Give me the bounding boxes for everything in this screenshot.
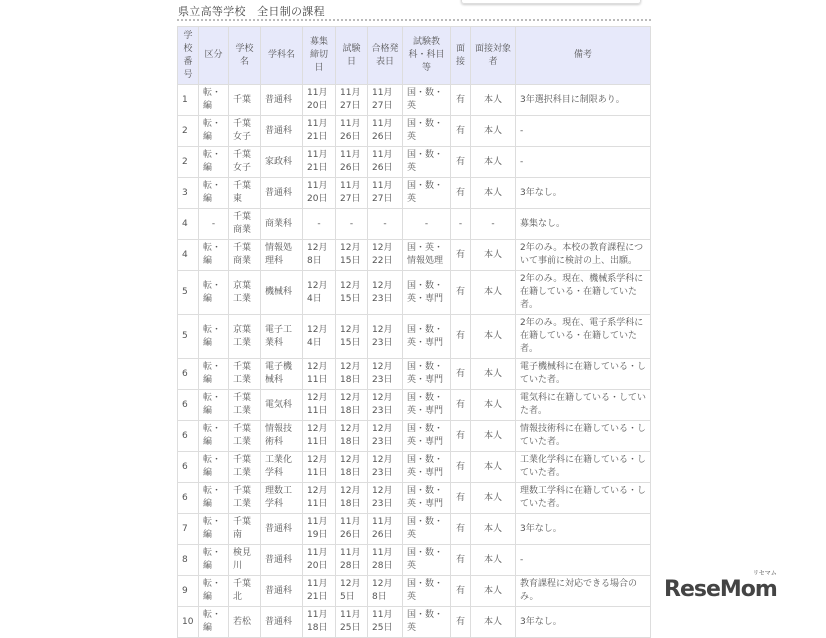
table-cell: 本人 bbox=[471, 421, 516, 452]
table-cell: 6 bbox=[178, 452, 199, 483]
table-cell: 転・編 bbox=[199, 147, 229, 178]
table-cell: 11月21日 bbox=[303, 116, 336, 147]
table-cell: 本人 bbox=[471, 576, 516, 607]
table-cell: 12月8日 bbox=[303, 240, 336, 271]
table-cell: 12月23日 bbox=[368, 271, 403, 315]
table-cell: 2年のみ。現在、機械系学科に在籍している・在籍していた者。 bbox=[516, 271, 651, 315]
column-header: 学校番号 bbox=[178, 27, 199, 85]
table-cell: 国・数・英・専門 bbox=[403, 271, 451, 315]
table-row bbox=[178, 607, 651, 638]
table-cell: 転・編 bbox=[199, 271, 229, 315]
table-cell: 12月15日 bbox=[336, 240, 368, 271]
table-row bbox=[178, 116, 651, 147]
table-cell: 千葉女子 bbox=[229, 116, 261, 147]
dotted-divider bbox=[177, 19, 651, 21]
table-cell: 12月11日 bbox=[303, 421, 336, 452]
table-header-row bbox=[178, 27, 651, 85]
table-row bbox=[178, 85, 651, 116]
table-cell: 11月28日 bbox=[368, 545, 403, 576]
table-cell: 普通科 bbox=[261, 607, 303, 638]
table-cell: 11月26日 bbox=[336, 116, 368, 147]
column-header: 面接 bbox=[451, 27, 471, 85]
table-cell: 11月25日 bbox=[368, 607, 403, 638]
table-cell: 国・数・英・専門 bbox=[403, 483, 451, 514]
table-cell: 12月11日 bbox=[303, 483, 336, 514]
table-cell: 12月18日 bbox=[336, 359, 368, 390]
table-cell: 検見川 bbox=[229, 545, 261, 576]
table-cell: 本人 bbox=[471, 240, 516, 271]
table-cell: 千葉工業 bbox=[229, 452, 261, 483]
table-cell: 千葉 bbox=[229, 85, 261, 116]
table-cell: 千葉北 bbox=[229, 576, 261, 607]
table-cell: 有 bbox=[451, 116, 471, 147]
table-cell: 12月18日 bbox=[336, 390, 368, 421]
search-box[interactable] bbox=[461, 0, 641, 4]
table-cell: 情報処理科 bbox=[261, 240, 303, 271]
table-cell: 千葉工業 bbox=[229, 483, 261, 514]
watermark-text: ReseMom bbox=[664, 577, 777, 602]
table-cell: 12月11日 bbox=[303, 452, 336, 483]
table-cell: 2年のみ。本校の教育課程について事前に検討の上、出願。 bbox=[516, 240, 651, 271]
table-cell: 本人 bbox=[471, 178, 516, 209]
table-cell: 5 bbox=[178, 271, 199, 315]
table-row bbox=[178, 545, 651, 576]
table-cell: 本人 bbox=[471, 514, 516, 545]
table-cell: 11月26日 bbox=[336, 147, 368, 178]
table-cell: 千葉商業 bbox=[229, 240, 261, 271]
table-row bbox=[178, 421, 651, 452]
table-cell: 情報技術科 bbox=[261, 421, 303, 452]
table-cell: 2 bbox=[178, 147, 199, 178]
table-cell: 11月20日 bbox=[303, 178, 336, 209]
table-cell: 京葉工業 bbox=[229, 271, 261, 315]
table-cell: 8 bbox=[178, 545, 199, 576]
table-cell: 11月20日 bbox=[303, 545, 336, 576]
table-cell: 11月26日 bbox=[368, 116, 403, 147]
table-cell: 3年なし。 bbox=[516, 607, 651, 638]
table-cell: 有 bbox=[451, 390, 471, 421]
table-cell: 本人 bbox=[471, 483, 516, 514]
table-cell: 3年なし。 bbox=[516, 178, 651, 209]
table-cell: 6 bbox=[178, 421, 199, 452]
table-cell: 11月21日 bbox=[303, 147, 336, 178]
table-row bbox=[178, 271, 651, 315]
transfer-exam-table bbox=[177, 26, 651, 638]
table-cell: 11月27日 bbox=[368, 85, 403, 116]
table-cell: 国・数・英 bbox=[403, 545, 451, 576]
table-cell: 転・編 bbox=[199, 390, 229, 421]
table-cell: 有 bbox=[451, 359, 471, 390]
table-cell: 理数工学科に在籍している・していた者。 bbox=[516, 483, 651, 514]
table-cell: 国・数・英 bbox=[403, 116, 451, 147]
table-cell: - bbox=[199, 209, 229, 240]
table-cell: 転・編 bbox=[199, 576, 229, 607]
table-cell: 11月27日 bbox=[336, 178, 368, 209]
table-cell: 本人 bbox=[471, 359, 516, 390]
column-header: 募集締切日 bbox=[303, 27, 336, 85]
table-cell: 11月28日 bbox=[336, 545, 368, 576]
table-cell: 国・数・英・専門 bbox=[403, 359, 451, 390]
table-cell: 12月11日 bbox=[303, 390, 336, 421]
table-cell: 千葉工業 bbox=[229, 359, 261, 390]
table-cell: 7 bbox=[178, 514, 199, 545]
watermark-ruby: リセマム bbox=[752, 570, 777, 577]
table-cell: 国・数・英 bbox=[403, 607, 451, 638]
table-row bbox=[178, 514, 651, 545]
table-row bbox=[178, 315, 651, 359]
table-cell: 国・数・英・専門 bbox=[403, 452, 451, 483]
table-cell: 3 bbox=[178, 178, 199, 209]
table-cell: 転・編 bbox=[199, 240, 229, 271]
table-cell: 普通科 bbox=[261, 116, 303, 147]
table-cell: 11月25日 bbox=[336, 607, 368, 638]
table-row bbox=[178, 359, 651, 390]
table-cell: 国・数・英 bbox=[403, 178, 451, 209]
table-cell: 機械科 bbox=[261, 271, 303, 315]
table-cell: 11月26日 bbox=[368, 147, 403, 178]
table-row bbox=[178, 147, 651, 178]
table-cell: 12月23日 bbox=[368, 315, 403, 359]
table-cell: 2年のみ。現在、電子系学科に在籍している・在籍していた者。 bbox=[516, 315, 651, 359]
table-cell: - bbox=[451, 209, 471, 240]
table-cell: 本人 bbox=[471, 452, 516, 483]
table-cell: 転・編 bbox=[199, 116, 229, 147]
table-cell: 国・数・英・専門 bbox=[403, 421, 451, 452]
table-cell: 12月22日 bbox=[368, 240, 403, 271]
table-cell: 工業化学科 bbox=[261, 452, 303, 483]
table-cell: 12月23日 bbox=[368, 359, 403, 390]
table-cell: 9 bbox=[178, 576, 199, 607]
column-header: 学校名 bbox=[229, 27, 261, 85]
table-cell: 12月5日 bbox=[336, 576, 368, 607]
table-cell: 普通科 bbox=[261, 178, 303, 209]
table-row bbox=[178, 576, 651, 607]
table-cell: 3年なし。 bbox=[516, 514, 651, 545]
table-cell: 12月4日 bbox=[303, 271, 336, 315]
table-cell: 電子機械科 bbox=[261, 359, 303, 390]
table-row bbox=[178, 240, 651, 271]
table-cell: 国・数・英・専門 bbox=[403, 315, 451, 359]
table-cell: 転・編 bbox=[199, 483, 229, 514]
table-cell: 12月18日 bbox=[336, 483, 368, 514]
table-cell: 千葉工業 bbox=[229, 421, 261, 452]
table-cell: 11月18日 bbox=[303, 607, 336, 638]
table-cell: 情報技術科に在籍している・していた者。 bbox=[516, 421, 651, 452]
table-cell: 11月20日 bbox=[303, 85, 336, 116]
table-cell: - bbox=[516, 147, 651, 178]
table-cell: 転・編 bbox=[199, 607, 229, 638]
table-cell: 3年選択科目に制限あり。 bbox=[516, 85, 651, 116]
table-cell: - bbox=[336, 209, 368, 240]
table-cell: 本人 bbox=[471, 116, 516, 147]
table-cell: 本人 bbox=[471, 607, 516, 638]
table-cell: 4 bbox=[178, 240, 199, 271]
table-row bbox=[178, 390, 651, 421]
table-cell: 転・編 bbox=[199, 85, 229, 116]
table-cell: 有 bbox=[451, 452, 471, 483]
table-cell: 募集なし。 bbox=[516, 209, 651, 240]
table-cell: - bbox=[516, 545, 651, 576]
table-row bbox=[178, 452, 651, 483]
table-cell: 本人 bbox=[471, 390, 516, 421]
table-cell: 12月23日 bbox=[368, 421, 403, 452]
table-cell: 国・数・英 bbox=[403, 85, 451, 116]
table-cell: 有 bbox=[451, 607, 471, 638]
table-cell: 4 bbox=[178, 209, 199, 240]
table-cell: 転・編 bbox=[199, 421, 229, 452]
table-cell: 電子機械科に在籍している・していた者。 bbox=[516, 359, 651, 390]
table-cell: 12月18日 bbox=[336, 452, 368, 483]
table-cell: 転・編 bbox=[199, 315, 229, 359]
table-cell: - bbox=[471, 209, 516, 240]
table-cell: 商業科 bbox=[261, 209, 303, 240]
column-header: 区分 bbox=[199, 27, 229, 85]
table-cell: 2 bbox=[178, 116, 199, 147]
table-cell: 11月19日 bbox=[303, 514, 336, 545]
table-cell: 1 bbox=[178, 85, 199, 116]
table-row bbox=[178, 209, 651, 240]
table-cell: 千葉商業 bbox=[229, 209, 261, 240]
column-header: 面接対象者 bbox=[471, 27, 516, 85]
table-cell: 有 bbox=[451, 147, 471, 178]
table-cell: 国・数・英 bbox=[403, 576, 451, 607]
table-cell: - bbox=[516, 116, 651, 147]
table-cell: 有 bbox=[451, 85, 471, 116]
table-cell: 京葉工業 bbox=[229, 315, 261, 359]
table-cell: 6 bbox=[178, 390, 199, 421]
table-cell: 12月18日 bbox=[336, 421, 368, 452]
resemom-watermark-logo bbox=[664, 570, 777, 603]
table-cell: 本人 bbox=[471, 315, 516, 359]
table-cell: 本人 bbox=[471, 147, 516, 178]
table-cell: 電気科 bbox=[261, 390, 303, 421]
table-cell: 5 bbox=[178, 315, 199, 359]
table-cell: 普通科 bbox=[261, 85, 303, 116]
column-header: 合格発表日 bbox=[368, 27, 403, 85]
table-cell: 国・数・英 bbox=[403, 147, 451, 178]
table-cell: 12月15日 bbox=[336, 315, 368, 359]
table-cell: 家政科 bbox=[261, 147, 303, 178]
table-cell: 12月4日 bbox=[303, 315, 336, 359]
table-cell: 12月23日 bbox=[368, 452, 403, 483]
table-cell: 6 bbox=[178, 483, 199, 514]
table-cell: - bbox=[403, 209, 451, 240]
table-cell: 11月27日 bbox=[368, 178, 403, 209]
table-cell: 有 bbox=[451, 240, 471, 271]
table-cell: 転・編 bbox=[199, 178, 229, 209]
table-cell: 教育課程に対応できる場合のみ。 bbox=[516, 576, 651, 607]
table-cell: 11月21日 bbox=[303, 576, 336, 607]
table-cell: 転・編 bbox=[199, 452, 229, 483]
table-cell: 12月23日 bbox=[368, 483, 403, 514]
table-cell: 工業化学科に在籍している・していた者。 bbox=[516, 452, 651, 483]
table-cell: - bbox=[303, 209, 336, 240]
table-cell: 11月27日 bbox=[336, 85, 368, 116]
table-cell: 国・英・情報処理 bbox=[403, 240, 451, 271]
table-cell: 転・編 bbox=[199, 514, 229, 545]
table-cell: 電気科に在籍している・していた者。 bbox=[516, 390, 651, 421]
table-cell: 本人 bbox=[471, 545, 516, 576]
table-cell: 国・数・英 bbox=[403, 514, 451, 545]
table-cell: 本人 bbox=[471, 85, 516, 116]
table-cell: 有 bbox=[451, 178, 471, 209]
table-cell: 千葉工業 bbox=[229, 390, 261, 421]
table-cell: 有 bbox=[451, 271, 471, 315]
table-cell: 転・編 bbox=[199, 359, 229, 390]
table-cell: 千葉南 bbox=[229, 514, 261, 545]
table-cell: 理数工学科 bbox=[261, 483, 303, 514]
table-cell: 普通科 bbox=[261, 514, 303, 545]
table-cell: 国・数・英・専門 bbox=[403, 390, 451, 421]
table-cell: 有 bbox=[451, 483, 471, 514]
table-row bbox=[178, 483, 651, 514]
table-cell: 6 bbox=[178, 359, 199, 390]
column-header: 試験教科・科目等 bbox=[403, 27, 451, 85]
column-header: 学科名 bbox=[261, 27, 303, 85]
table-cell: 普通科 bbox=[261, 576, 303, 607]
table-cell: 11月26日 bbox=[368, 514, 403, 545]
table-row bbox=[178, 178, 651, 209]
table-cell: 若松 bbox=[229, 607, 261, 638]
table-cell: - bbox=[368, 209, 403, 240]
table-cell: 12月15日 bbox=[336, 271, 368, 315]
table-cell: 有 bbox=[451, 576, 471, 607]
column-header: 備考 bbox=[516, 27, 651, 85]
table-cell: 千葉女子 bbox=[229, 147, 261, 178]
table-cell: 12月8日 bbox=[368, 576, 403, 607]
table-cell: 普通科 bbox=[261, 545, 303, 576]
table-cell: 千葉東 bbox=[229, 178, 261, 209]
table-cell: 12月11日 bbox=[303, 359, 336, 390]
table-cell: 転・編 bbox=[199, 545, 229, 576]
table-cell: 有 bbox=[451, 514, 471, 545]
table-cell: 電子工業科 bbox=[261, 315, 303, 359]
table-cell: 有 bbox=[451, 421, 471, 452]
table-cell: 本人 bbox=[471, 271, 516, 315]
table-cell: 有 bbox=[451, 315, 471, 359]
table-cell: 12月23日 bbox=[368, 390, 403, 421]
section-title: 県立高等学校 全日制の課程 bbox=[178, 5, 325, 18]
table-cell: 有 bbox=[451, 545, 471, 576]
table-cell: 10 bbox=[178, 607, 199, 638]
table-body bbox=[178, 85, 651, 638]
column-header: 試験日 bbox=[336, 27, 368, 85]
table-cell: 11月26日 bbox=[336, 514, 368, 545]
